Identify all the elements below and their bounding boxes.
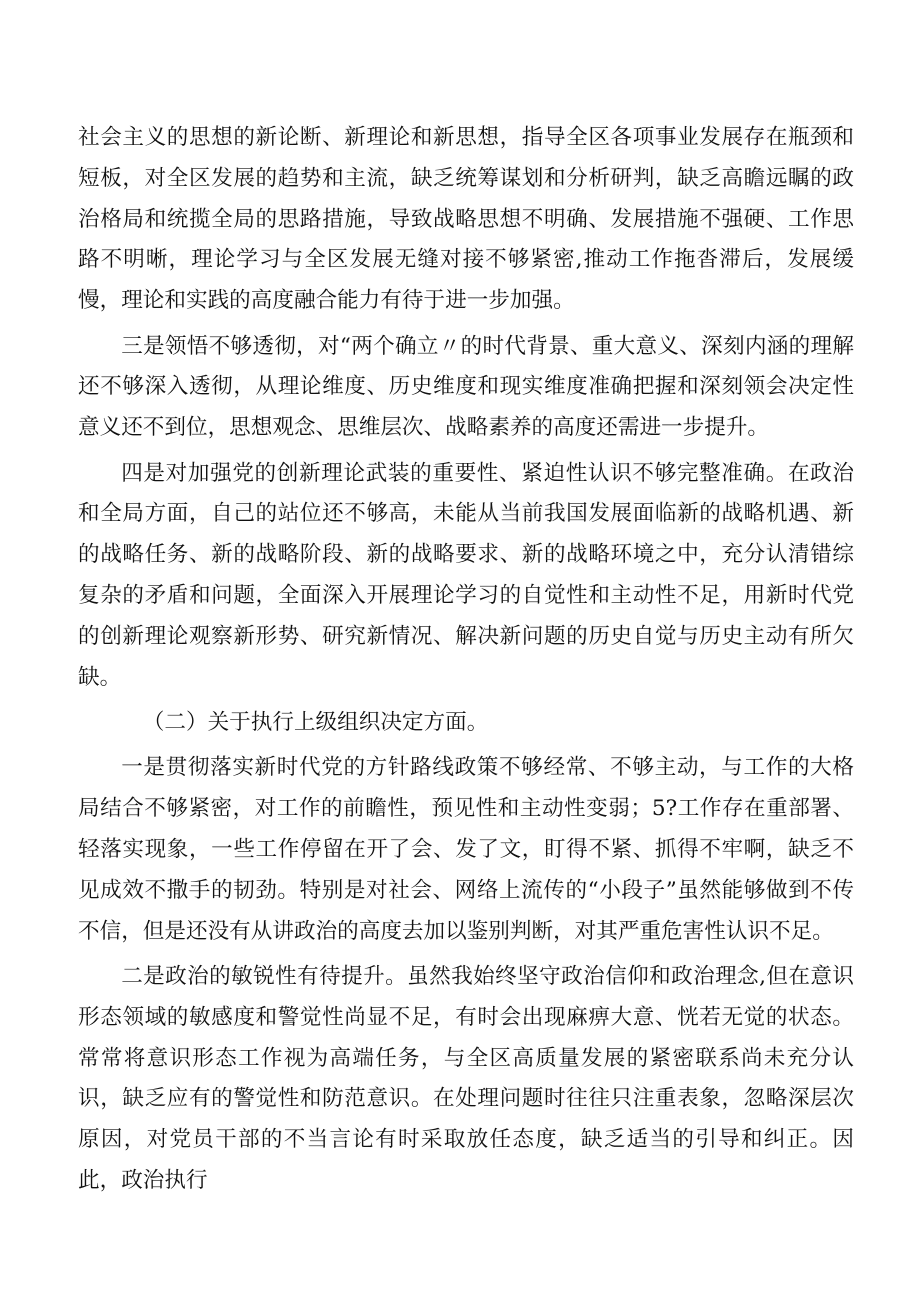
paragraph-three: 三是领悟不够透彻，对“两个确立〃的时代背景、重大意义、深刻内涵的理解还不够深入透彻，从理论维度、历史维度和现实维度准确把握和深刻领会决定性意义还不到位，思想观念、思维层次、战略素养的高度还需进一步提升。 xyxy=(78,333,854,441)
paragraph-two: 二是政治的敏锐性有待提升。虽然我始终坚守政治信仰和政治理念,但在意识形态领域的敏感度和警觉性尚显不足，有时会出现麻痹大意、恍若无觉的状态。常常将意识形态工作视为高端任务，与全区高质量发展的紧密联系尚未充分认识，缺乏应有的警觉性和防范意识。在处理问题时往往只注重表象，忽略深层次原因，对党员干部的不当言论有时采取放任态度，缺乏适当的引导和纠正。因此，政治执行 xyxy=(78,963,854,1193)
document-body xyxy=(78,118,854,1202)
section-heading: （二）关于执行上级组织决定方面。 xyxy=(142,709,489,735)
paragraph-one: 一是贯彻落实新时代党的方针路线政策不够经常、不够主动，与工作的大格局结合不够紧密，对工作的前瞻性，预见性和主动性变弱；5?工作存在重部署、轻落实现象，一些工作停留在开了会、发了文，盯得不紧、抓得不牢啊，缺乏不见成效不撒手的韧劲。特别是对社会、网络上流传的“小段子”虽然能够做到不传不信，但是还没有从讲政治的高度去加以鉴别判断，对其严重危害性认识不足。 xyxy=(78,755,854,944)
paragraph-four: 四是对加强党的创新理论武装的重要性、紧迫性认识不够完整准确。在政治和全局方面，自己的站位还不够高，未能从当前我国发展面临新的战略机遇、新的战略任务、新的战略阶段、新的战略要求、新的战略环境之中，充分认清错综复杂的矛盾和问题，全面深入开展理论学习的自觉性和主动性不足，用新时代党的创新理论观察新形势、研究新情况、解决新问题的历史自觉与历史主动有所欠缺。 xyxy=(78,460,854,690)
paragraph-continuation: 社会主义的思想的新论断、新理论和新思想，指导全区各项事业发展存在瓶颈和短板，对全区发展的趋势和主流，缺乏统筹谋划和分析研判，缺乏高瞻远瞩的政治格局和统揽全局的思路措施，导致战略思想不明确、发展措施不强硬、工作思路不明晰，理论学习与全区发展无缝对接不够紧密,推动工作拖沓滞后，发展缓慢，理论和实践的高度融合能力有待于进一步加强。 xyxy=(78,125,854,314)
